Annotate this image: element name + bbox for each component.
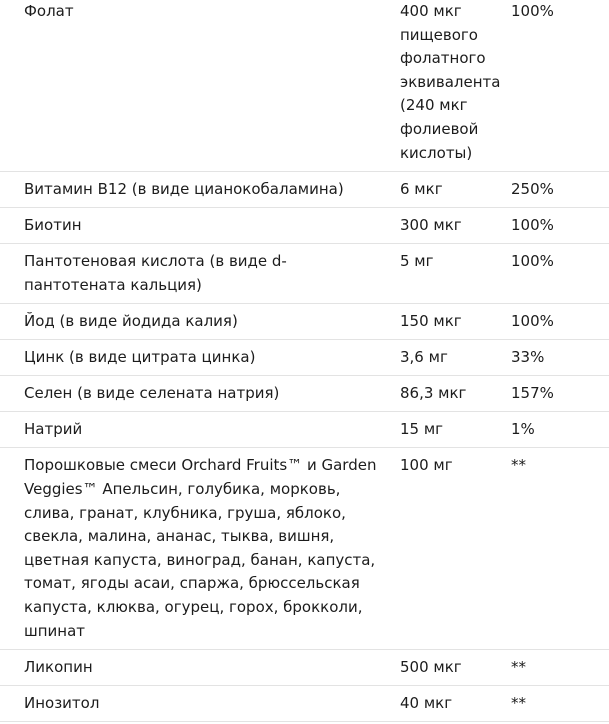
daily-value: 33% bbox=[501, 340, 609, 376]
ingredient-amount: 5 мг bbox=[390, 244, 501, 304]
table-row bbox=[0, 0, 609, 172]
ingredient-name: Порошковые смеси Orchard Fruits™ и Garden Veggies™ Апельсин, голубика, морковь, слива, гранат, клубника, груша, яблоко, свекла, малина, ананас, тыква, вишня, цветная капуста, виноград, банан, капуста, томат, ягоды асаи, спаржа, брюссельская капуста, клюква, огурец, горох, брокколи, шпинат bbox=[0, 448, 390, 650]
ingredient-name: Фолат bbox=[0, 0, 390, 172]
daily-value: ** bbox=[501, 686, 609, 722]
table-row bbox=[0, 412, 609, 448]
ingredient-name: Пантотеновая кислота (в виде d-пантотената кальция) bbox=[0, 244, 390, 304]
ingredient-amount: 100 мг bbox=[390, 448, 501, 650]
daily-value: 100% bbox=[501, 304, 609, 340]
ingredient-name: Ликопин bbox=[0, 650, 390, 686]
ingredient-amount: 300 мкг bbox=[390, 208, 501, 244]
ingredient-amount: 40 мкг bbox=[390, 686, 501, 722]
ingredient-amount: 86,3 мкг bbox=[390, 376, 501, 412]
table-row bbox=[0, 376, 609, 412]
ingredient-name: Селен (в виде селената натрия) bbox=[0, 376, 390, 412]
daily-value: 157% bbox=[501, 376, 609, 412]
ingredient-name: Йод (в виде йодида калия) bbox=[0, 304, 390, 340]
daily-value: 100% bbox=[501, 0, 609, 172]
daily-value: ** bbox=[501, 650, 609, 686]
ingredient-name: Витамин B12 (в виде цианокобаламина) bbox=[0, 172, 390, 208]
ingredient-amount: 15 мг bbox=[390, 412, 501, 448]
ingredient-amount: 150 мкг bbox=[390, 304, 501, 340]
ingredient-amount: 6 мкг bbox=[390, 172, 501, 208]
ingredient-name: Цинк (в виде цитрата цинка) bbox=[0, 340, 390, 376]
table-row bbox=[0, 340, 609, 376]
table-row bbox=[0, 208, 609, 244]
daily-value: ** bbox=[501, 448, 609, 650]
table-row bbox=[0, 304, 609, 340]
daily-value: 100% bbox=[501, 208, 609, 244]
ingredient-name: Натрий bbox=[0, 412, 390, 448]
daily-value: 250% bbox=[501, 172, 609, 208]
table-row bbox=[0, 172, 609, 208]
table-row bbox=[0, 244, 609, 304]
ingredient-name: Биотин bbox=[0, 208, 390, 244]
daily-value: 1% bbox=[501, 412, 609, 448]
ingredient-amount: 3,6 мг bbox=[390, 340, 501, 376]
table-row bbox=[0, 650, 609, 686]
ingredient-amount: 400 мкг пищевого фолатного эквивалента (240 мкг фолиевой кислоты) bbox=[390, 0, 501, 172]
table-row bbox=[0, 448, 609, 650]
ingredient-amount: 500 мкг bbox=[390, 650, 501, 686]
table-row bbox=[0, 686, 609, 722]
ingredient-name: Инозитол bbox=[0, 686, 390, 722]
daily-value: 100% bbox=[501, 244, 609, 304]
